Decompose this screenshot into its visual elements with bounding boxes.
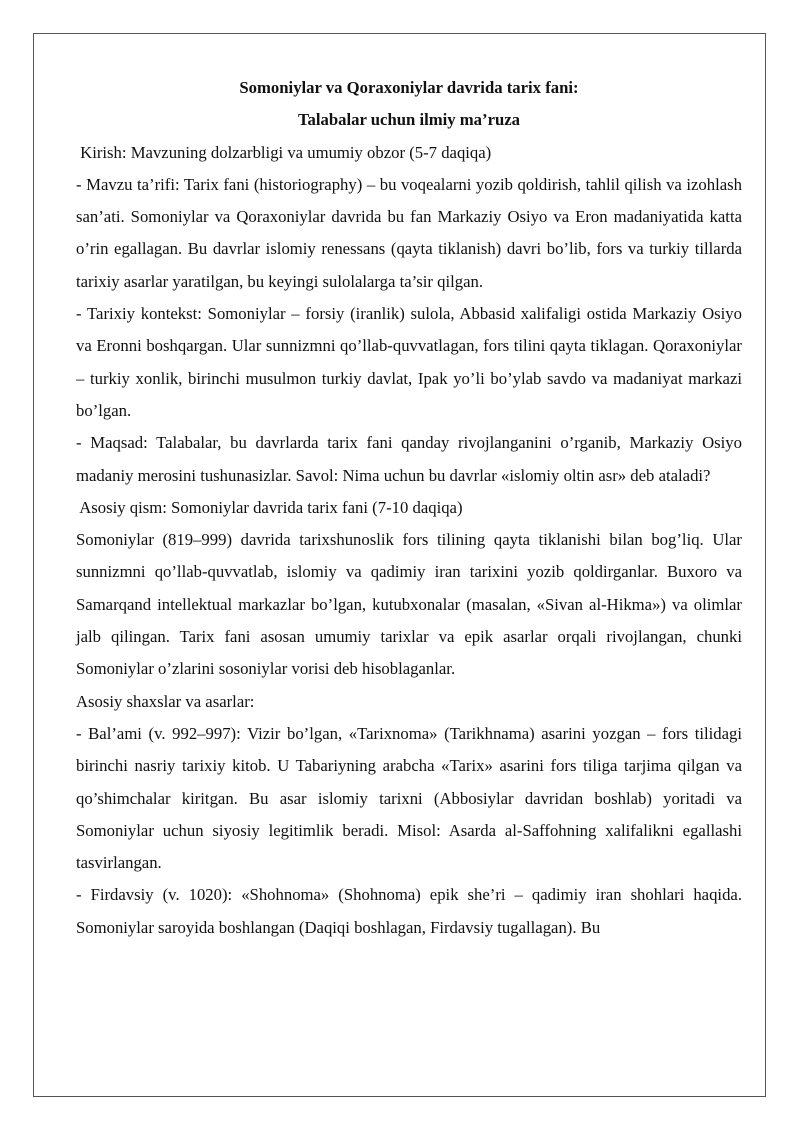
paragraph-somoniylar-davrida: Somoniylar (819–999) davrida tarixshunoslik fors tilining qayta tiklanishi bilan bog’liq. Ular sunnizmni qo’llab-quvvatlab, islomiy va qadimiy iran tarixini yozib qoldirganlar. Buxoro va Samarqand intellektual markazlar bo’lgan, kutubxonalar (masalan, «Sivan al-Hikma») va olimlar jalb qilingan. Tarix fani asosan umumiy tarixlar va epik asarlar orqali rivojlangan, chunki Somoniylar o’zlarini sosoniylar vorisi deb hisoblaganlar. bbox=[76, 530, 742, 679]
section-heading-kirish: Kirish: Mavzuning dolzarbligi va umumiy obzor (5-7 daqiqa) bbox=[76, 142, 492, 162]
paragraph-balami: - Bal’ami (v. 992–997): Vizir bo’lgan, «Tarixnoma» (Tarikhnama) asarini yozgan – fors tilidagi birinchi nasriy tarixiy kitob. U Tabariyning arabcha «Tarix» asarini fors tiliga tarjima qilgan va qo’shimchalar kiritgan. Bu asar islomiy tarixni (Abbosiylar davridan boshlab) yoritadi va Somoniylar uchun siyosiy legitimlik beradi. Misol: Asarda al-Saffohning xalifalikni egallashi tasvirlangan. bbox=[76, 723, 742, 873]
document-body bbox=[76, 72, 742, 944]
paragraph-maqsad: - Maqsad: Talabalar, bu davrlarda tarix fani qanday rivojlanganini o’rganib, Markaziy Osiyo madaniy merosini tushunasizlar. Savol: Nima uchun bu davrlar «islomiy oltin asr» deb ataladi? bbox=[76, 433, 742, 485]
paragraph-firdavsiy: - Firdavsiy (v. 1020): «Shohnoma» (Shohnoma) epik she’ri – qadimiy iran shohlari haqida. Somoniylar saroyida boshlangan (Daqiqi boshlagan, Firdavsiy tugallagan). Bu bbox=[76, 885, 742, 937]
document-title-line-1: Somoniylar va Qoraxoniylar davrida tarix fani: bbox=[239, 78, 579, 97]
paragraph-asosiy-shaxslar: Asosiy shaxslar va asarlar: bbox=[76, 691, 255, 711]
section-heading-asosiy-qism: Asosiy qism: Somoniylar davrida tarix fani (7-10 daqiqa) bbox=[76, 497, 463, 517]
document-title-line-2: Talabalar uchun ilmiy ma’ruza bbox=[297, 110, 521, 130]
paragraph-mavzu-tarifi: - Mavzu ta’rifi: Tarix fani (historiography) – bu voqealarni yozib qoldirish, tahlil qilish va izohlash san’ati. Somoniylar va Qoraxoniylar davrida bu fan Markaziy Osiyo va Eron madaniyatida katta o’rin egallagan. Bu davrlar islomiy renessans (qayta tiklanish) davri bo’lib, fors va turkiy tillarda tarixiy asarlar yaratilgan, bu keyingi sulolalarga ta’sir qilgan. bbox=[76, 174, 742, 291]
paragraph-tarixiy-kontekst: - Tarixiy kontekst: Somoniylar – forsiy (iranlik) sulola, Abbasid xalifaligi ostida Markaziy Osiyo va Eronni boshqargan. Ular sunnizmni qo’llab-quvvatlagan, fors tilini qayta tiklagan. Qoraxoniylar – turkiy xonlik, birinchi musulmon turkiy davlat, Ipak yo’li bo’ylab savdo va madaniyat markazi bo’lgan. bbox=[76, 304, 742, 420]
